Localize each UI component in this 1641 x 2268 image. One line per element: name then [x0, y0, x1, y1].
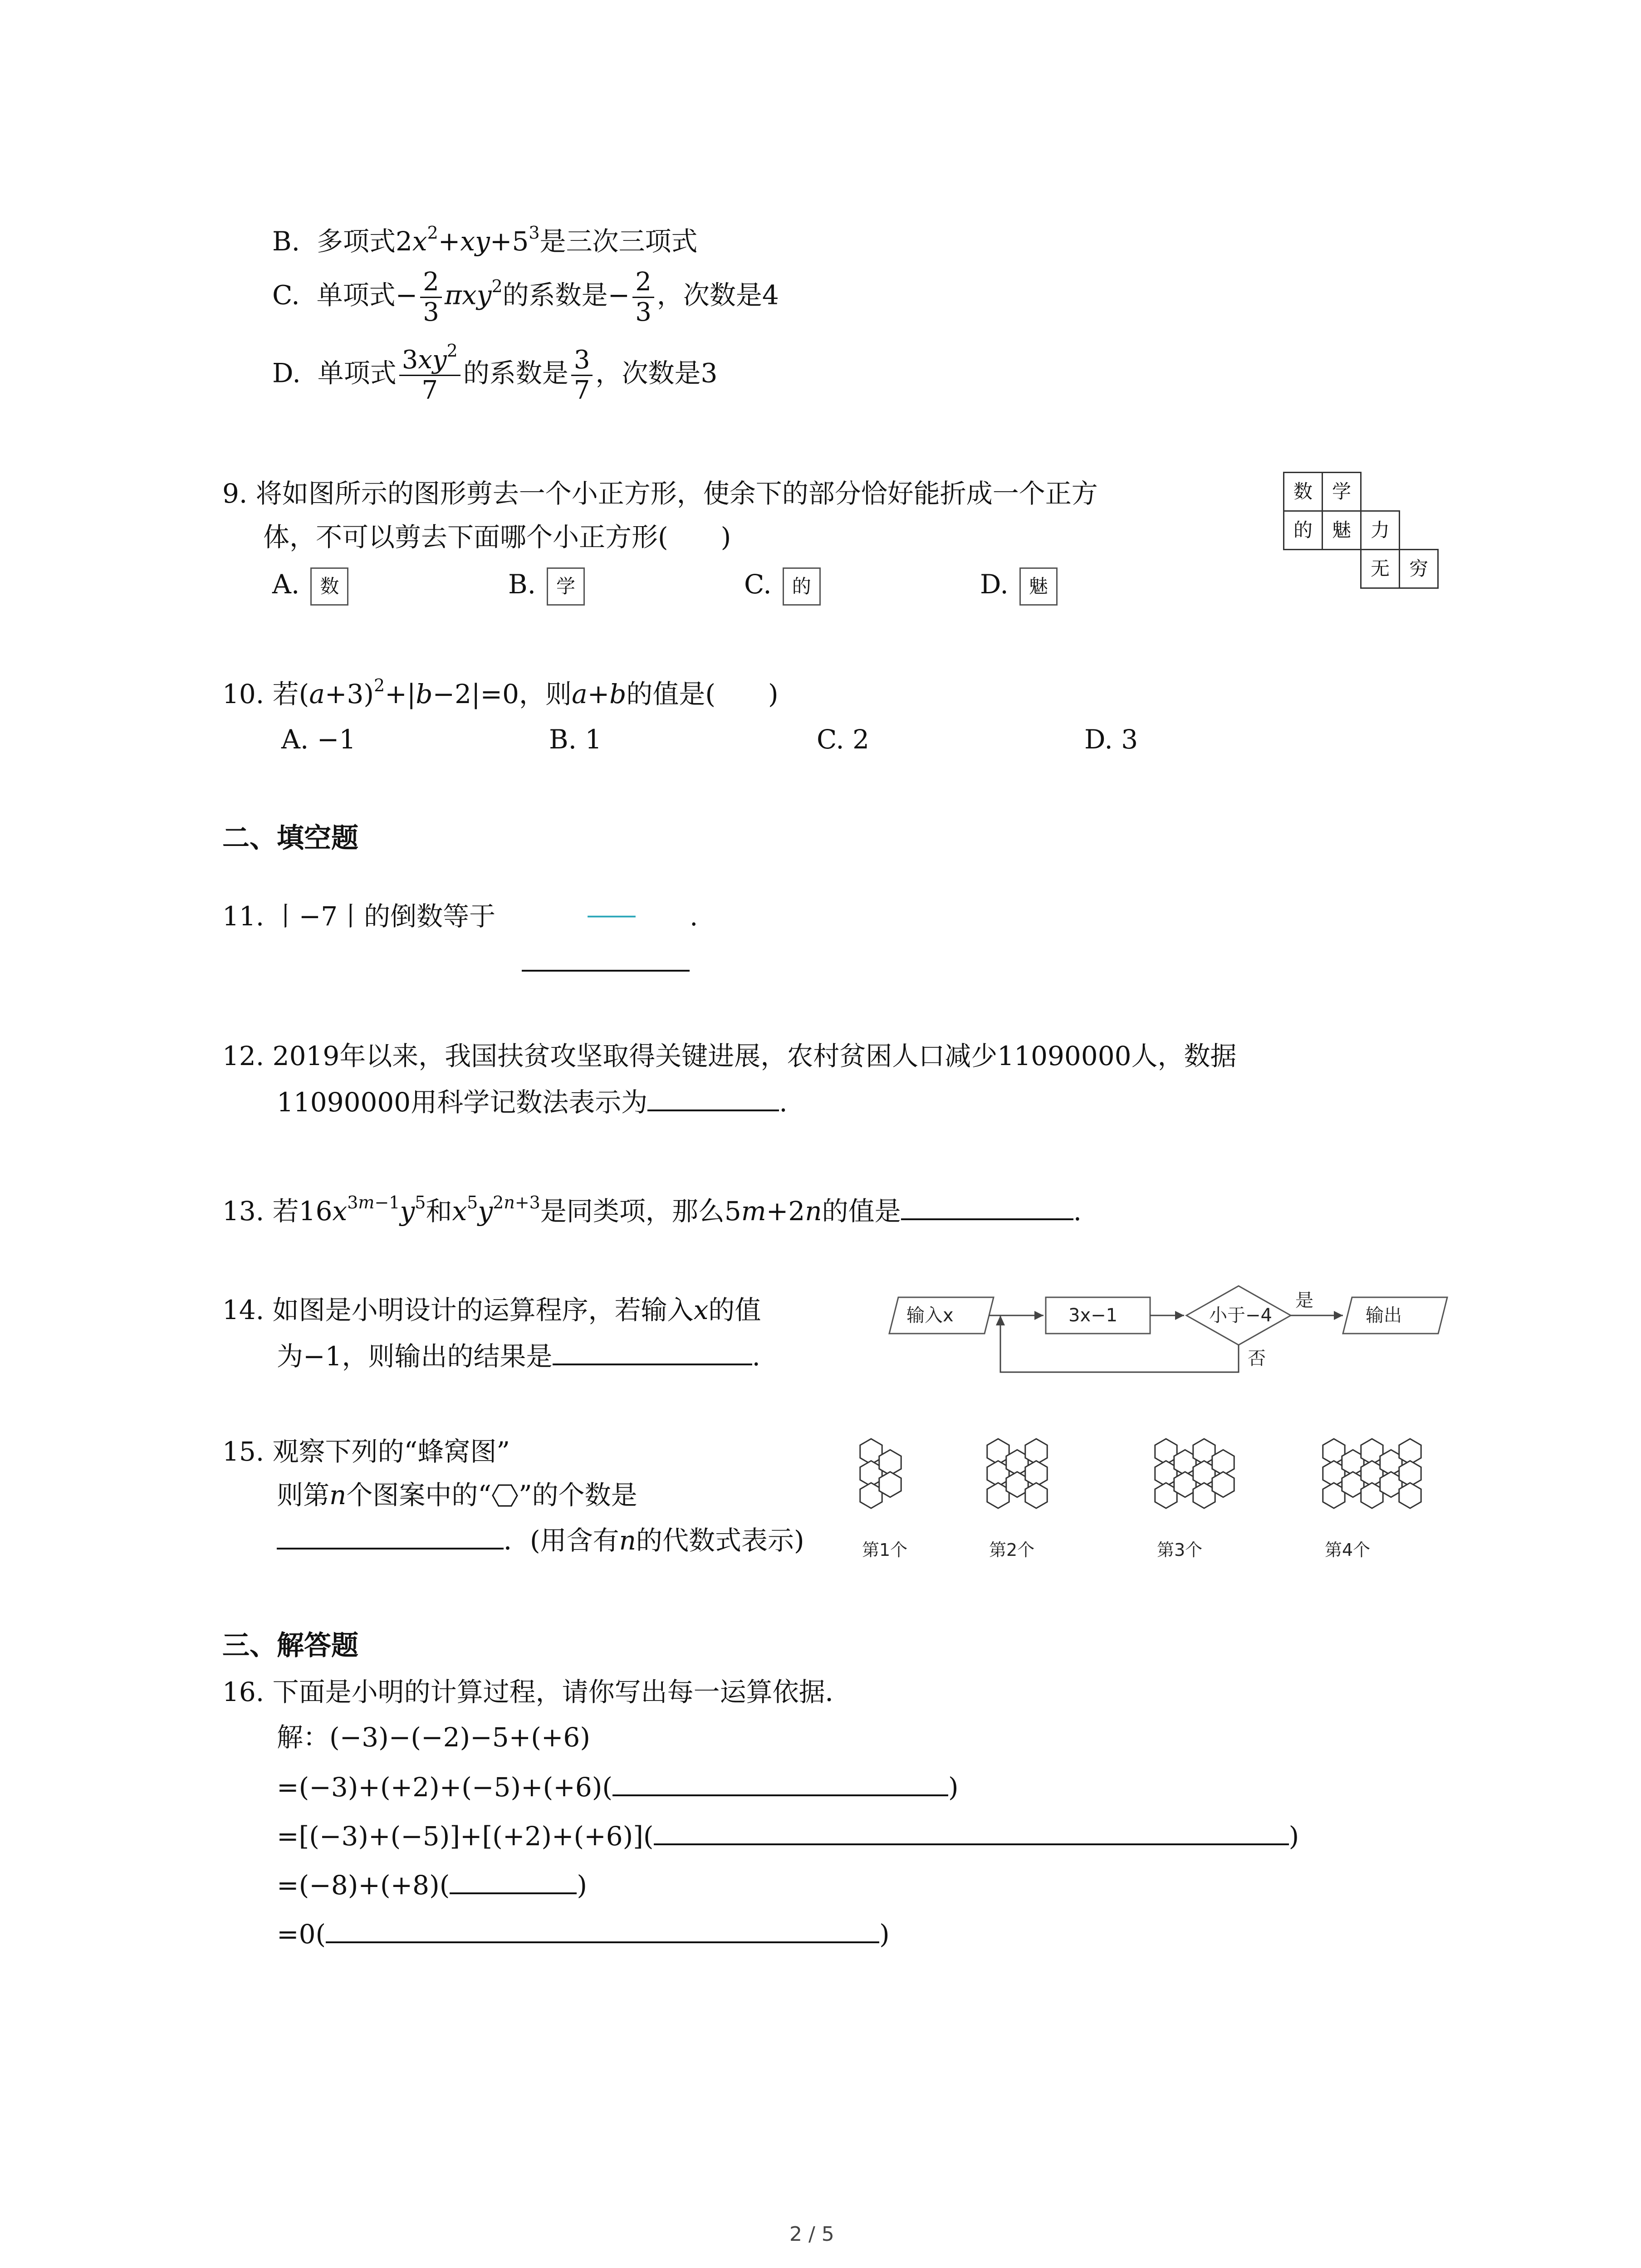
q15-answer-blank	[277, 1521, 504, 1549]
q11-answer-blank	[522, 970, 690, 972]
page-number: 2 / 5	[789, 2223, 834, 2246]
q16-line4: =0( )	[277, 1915, 890, 1952]
q12-line2: 11090000用科学记数法表示为 .	[277, 1083, 788, 1120]
flow-operation-label: 3x−1	[1068, 1305, 1118, 1326]
q9-line2: 体，不可以剪去下面哪个小正方形( )	[263, 522, 731, 552]
q15-line3: ．(用含有n的代数式表示)	[277, 1521, 804, 1559]
flow-output-label: 输出	[1366, 1305, 1402, 1326]
q8-option-c: C. 单项式− $\frac{2}{3}$ πxy$^2$的系数是− $\frac{2}{3}$ ，次数是4	[272, 267, 779, 327]
q16-blank-4	[326, 1915, 879, 1943]
q11-end: .	[690, 901, 698, 932]
hexagon-cell	[1025, 1483, 1047, 1508]
honeycomb-caption: 第3个	[1157, 1540, 1203, 1560]
q16-line3: =(−8)+(+8)( )	[277, 1866, 587, 1903]
hexagon-cell	[1399, 1483, 1421, 1508]
q8-option-b: B. 多项式$2x^2+xy+5^3$是三次三项式	[272, 222, 698, 257]
q11-dash: —	[585, 899, 638, 930]
q14-answer-blank	[553, 1337, 752, 1365]
q14-line2: 为−1，则输出的结果是 .	[277, 1337, 760, 1374]
hexagon-icon	[491, 1483, 519, 1508]
q8-option-d: D. 单项式 $\frac{3xy^2}{7}$ 的系数是 $\frac{3}{7}$ ，次数是3	[272, 341, 718, 405]
section-heading-fill-blank: 二、填空题	[222, 822, 358, 854]
q16-blank-3	[450, 1866, 577, 1894]
flow-input-label: 输入x	[906, 1305, 954, 1326]
q15-line1: 15. 观察下列的“蜂窝图”	[222, 1436, 510, 1467]
honeycomb-figures	[844, 1424, 1452, 1560]
net-cell: 学	[1322, 472, 1362, 512]
q14-line1: 14. 如图是小明设计的运算程序，若输入x的值	[222, 1295, 761, 1325]
q13: 13. 若$16x^{3m-1}y^5$和$x^5y^{2n+3}$是同类项，那么5m+2n的值是 .	[222, 1192, 1082, 1227]
q16-blank-2	[654, 1817, 1289, 1845]
q16-stem: 16. 下面是小明的计算过程，请你写出每一运算依据．	[222, 1677, 852, 1707]
option-box-d: 魅	[1019, 567, 1058, 606]
flow-no-label: 否	[1248, 1348, 1266, 1369]
option-box-c: 的	[783, 567, 821, 606]
flow-yes-label: 是	[1295, 1290, 1313, 1311]
q9-line1: 9. 将如图所示的图形剪去一个小正方形，使余下的部分恰好能折成一个正方	[222, 478, 1098, 509]
q12-answer-blank	[647, 1083, 779, 1111]
hexagon-cell	[879, 1472, 901, 1497]
honeycomb-caption: 第2个	[989, 1540, 1035, 1560]
q13-answer-blank	[901, 1192, 1073, 1220]
net-cell: 力	[1360, 510, 1400, 550]
honeycomb-caption: 第1个	[862, 1540, 908, 1560]
net-cell: 穷	[1399, 549, 1439, 589]
q10-options: A. −1 B. 1 C. 2 D. 3	[281, 724, 1138, 755]
q16-line1: =(−3)+(+2)+(−5)+(+6)( )	[277, 1768, 959, 1805]
q16-line2: =[(−3)+(−5)]+[(+2)+(+6)]( )	[277, 1817, 1299, 1854]
q11: 11. 丨−7丨的倒数等于	[222, 901, 496, 932]
flowchart	[885, 1270, 1452, 1388]
q15-line2: 则第n个图案中的“ ”的个数是	[277, 1480, 637, 1510]
option-box-b: 学	[547, 567, 585, 606]
q12-line1: 12. 2019年以来，我国扶贫攻坚取得关键进展，农村贫困人口减少11090000人，数据	[222, 1041, 1237, 1071]
q10-stem: 10. 若$(a+3)^2+|b-2|=0$，则a+b的值是( )	[222, 675, 779, 709]
net-cell: 数	[1283, 472, 1323, 512]
net-cell: 无	[1360, 549, 1400, 589]
option-box-a: 数	[310, 567, 348, 606]
q9-options: A. 数 B. 学 C. 的 D. 魅	[272, 566, 1058, 606]
flow-condition-label: 小于−4	[1209, 1305, 1272, 1326]
honeycomb-caption: 第4个	[1325, 1540, 1371, 1560]
net-cell: 的	[1283, 510, 1323, 550]
net-cell: 魅	[1322, 510, 1362, 550]
q16-blank-1	[612, 1768, 948, 1796]
section-heading-answer: 三、解答题	[222, 1630, 358, 1662]
q16-line0: 解：(−3)−(−2)−5+(+6)	[277, 1722, 590, 1753]
hexagon-cell	[1212, 1472, 1234, 1497]
